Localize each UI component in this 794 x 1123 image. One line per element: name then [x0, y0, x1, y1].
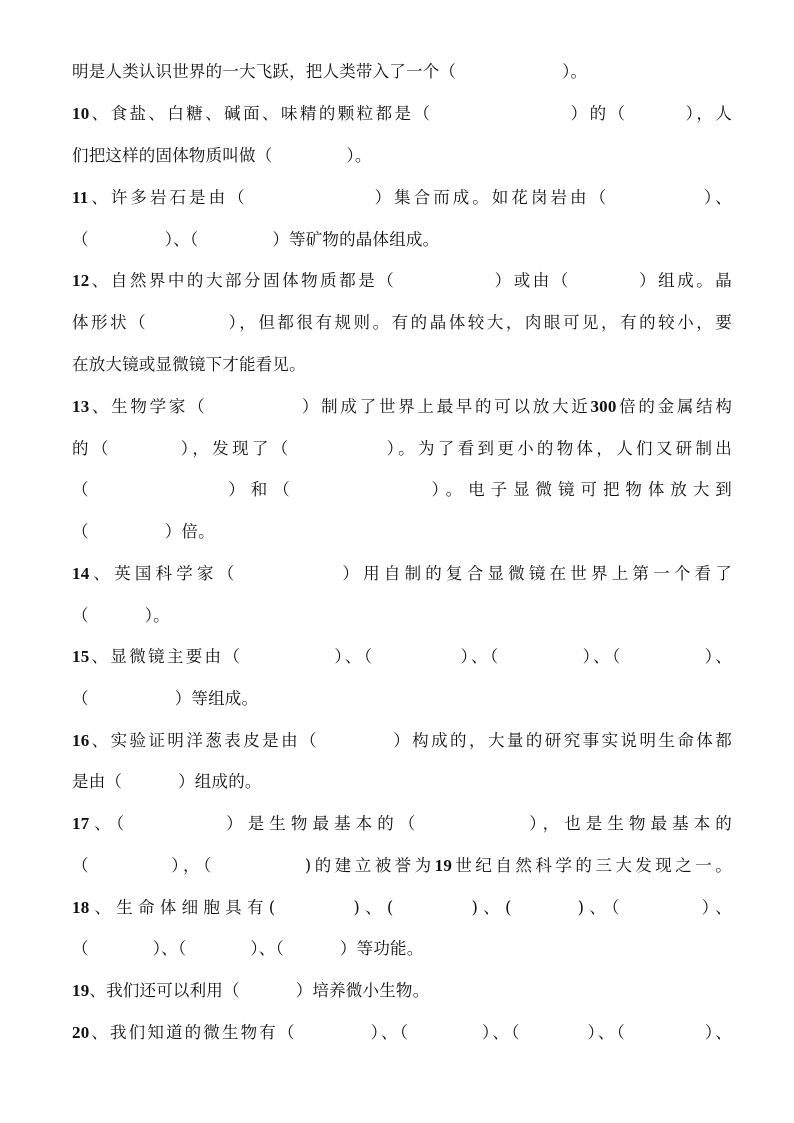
text: 在放大镜或显微镜下才能看见。: [72, 355, 306, 374]
text: 倍的金属结构: [616, 397, 733, 416]
text: ）。电子显微镜可把物体放大到: [425, 480, 732, 499]
text-line: [72, 772, 732, 792]
text: ）等组成。: [174, 689, 259, 708]
text: 、生物学家（: [89, 397, 208, 416]
text: ）、（: [164, 230, 199, 249]
question-number: 15: [72, 647, 90, 666]
text: ）和（: [222, 480, 296, 499]
question-number: 17: [72, 814, 90, 833]
text: 、许多岩石是由（: [88, 188, 248, 207]
text: （: [72, 856, 92, 875]
question-20: [72, 1023, 732, 1043]
question-10: [72, 104, 732, 124]
text: )的建立被誉为: [304, 856, 435, 875]
text: ）、（: [332, 647, 375, 666]
text: （: [72, 480, 95, 499]
text: 、实验证明洋葱表皮是由（: [89, 731, 319, 750]
text: ）。: [346, 146, 372, 165]
text: ）、（: [152, 939, 187, 958]
question-17: [72, 814, 732, 834]
text: （: [72, 939, 89, 958]
text: 、显微镜主要由（: [89, 647, 243, 666]
question-number: 19: [72, 981, 90, 1000]
text: 、自然界中的大部分固体物质都是（: [89, 271, 397, 290]
text: 们把这样的固体物质叫做（: [72, 146, 273, 165]
text-line: [72, 313, 732, 333]
text: 、英国科学家（: [89, 564, 239, 583]
text: 、生命体细胞具有(: [89, 898, 276, 917]
question-number: 12: [72, 271, 90, 290]
text-line: [72, 230, 732, 250]
question-number: 18: [72, 898, 90, 917]
text: ）、（: [458, 647, 501, 666]
text: ）是生物最基本的（: [221, 814, 421, 833]
text: ）或由（: [492, 271, 571, 290]
text: ）。为了看到更小的物体，人们又研制出: [383, 439, 733, 458]
text: ）、（: [580, 647, 623, 666]
text: 的（: [72, 439, 112, 458]
question-number: 20: [72, 1023, 90, 1042]
question-number: 13: [72, 397, 90, 416]
text: 世纪自然科学的三大发现之一。: [452, 856, 732, 875]
text: ）。: [562, 62, 588, 81]
text: 是由（: [72, 772, 123, 791]
text: ）培养微小生物。: [295, 981, 430, 1000]
question-18: [72, 898, 732, 918]
text: ）。: [144, 606, 170, 625]
text: ），发现了（: [177, 439, 292, 458]
text: ）、: [702, 647, 732, 666]
text: )、（: [577, 898, 625, 917]
text: ）、: [701, 188, 733, 207]
text: ）、（: [368, 1023, 411, 1042]
text-line: [72, 606, 732, 626]
text: （: [72, 606, 89, 625]
text: ），人: [683, 104, 732, 123]
text: （: [72, 230, 89, 249]
text: ）集合而成。如花岗岩由（: [371, 188, 610, 207]
number-text: 300: [590, 397, 617, 416]
question-13: [72, 397, 732, 417]
text: ）、（: [480, 1023, 522, 1042]
text-line: [72, 939, 732, 959]
text-line: [72, 439, 732, 459]
text: ）、（: [250, 939, 284, 958]
text: ）用自制的复合显微镜在世界上第一个看了: [338, 564, 732, 583]
text: 、（: [89, 814, 130, 833]
text-line: [72, 856, 732, 876]
text-line: [72, 355, 732, 375]
text: )、(: [471, 898, 512, 917]
text: ）、: [696, 898, 732, 917]
text: 、食盐、白糖、碱面、味精的颗粒都是（: [89, 104, 433, 123]
text: ），（: [168, 856, 215, 875]
question-number: 14: [72, 564, 90, 583]
text: 明是人类认识世界的一大飞跃，把人类带入了一个（: [72, 62, 457, 81]
text: （: [72, 522, 89, 541]
question-15: [72, 647, 732, 667]
question-number: 11: [72, 188, 89, 207]
text: ）的（: [568, 104, 628, 123]
question-12: [72, 271, 732, 291]
question-14: [72, 564, 732, 584]
text: 、我们知道的微生物有（: [89, 1023, 297, 1042]
text-line: [72, 480, 732, 500]
text-line: [72, 689, 732, 709]
text: )、(: [353, 898, 394, 917]
text: 体形状（: [72, 313, 149, 332]
text: ）等功能。: [339, 939, 424, 958]
question-number: 10: [72, 104, 90, 123]
text: ）倍。: [164, 522, 215, 541]
text-line: [72, 62, 732, 82]
question-number: 16: [72, 731, 90, 750]
text: ），但都很有规则。有的晶体较大，肉眼可见，有的较小，要: [226, 313, 732, 332]
text: ）制成了世界上最早的可以放大近: [299, 397, 591, 416]
text-line: [72, 146, 732, 166]
text: ），也是生物最基本的: [524, 814, 732, 833]
text: ）等矿物的晶体组成。: [272, 230, 440, 249]
text: ）组成。晶: [636, 271, 732, 290]
text: ）、（: [585, 1023, 627, 1042]
number-text: 19: [434, 856, 453, 875]
text: （: [72, 689, 89, 708]
text: ）构成的，大量的研究事实说明生命体都: [390, 731, 732, 750]
text: ）组成的。: [178, 772, 262, 791]
text: ）、: [702, 1023, 732, 1042]
question-11: [72, 188, 732, 208]
text-line: [72, 522, 732, 542]
question-16: [72, 731, 732, 751]
question-19: [72, 981, 732, 1001]
text: 、我们还可以利用（: [89, 981, 240, 1000]
